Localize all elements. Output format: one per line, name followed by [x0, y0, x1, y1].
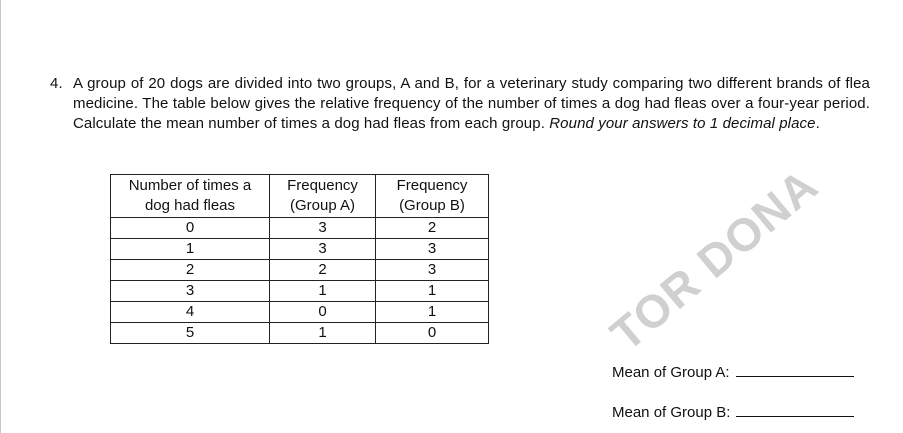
cell-group-b: 1	[376, 281, 489, 302]
table-row	[111, 281, 489, 302]
question-number: 4.	[50, 75, 63, 92]
cell-fleas: 0	[111, 218, 270, 239]
table-header-row	[111, 175, 489, 218]
cell-group-b: 2	[376, 218, 489, 239]
header-fleas	[111, 175, 270, 218]
header-group-a-line1: Frequency	[287, 177, 358, 194]
cell-group-a: 3	[270, 239, 376, 260]
header-group-a	[270, 175, 376, 218]
answer-group-a-blank[interactable]	[736, 362, 854, 377]
cell-fleas: 4	[111, 302, 270, 323]
cell-group-a: 1	[270, 281, 376, 302]
header-fleas-line2: dog had fleas	[144, 197, 236, 214]
question-text	[73, 74, 870, 134]
cell-group-a: 0	[270, 302, 376, 323]
table-row	[111, 323, 489, 344]
header-group-b-line2: (Group B)	[399, 197, 465, 214]
answer-group-b-blank[interactable]	[736, 402, 854, 417]
table-row	[111, 260, 489, 281]
table-row	[111, 218, 489, 239]
cell-fleas: 2	[111, 260, 270, 281]
answer-group-a-label: Mean of Group A:	[612, 364, 730, 381]
page-left-border	[0, 0, 1, 433]
table-row	[111, 239, 489, 260]
question-4	[50, 74, 870, 134]
cell-fleas: 3	[111, 281, 270, 302]
watermark: TOR DONA	[600, 158, 828, 361]
cell-group-b: 3	[376, 260, 489, 281]
cell-group-b: 1	[376, 302, 489, 323]
cell-group-b: 3	[376, 239, 489, 260]
header-fleas-line1: Number of times a	[128, 177, 252, 194]
cell-group-a: 3	[270, 218, 376, 239]
cell-fleas: 1	[111, 239, 270, 260]
header-group-b	[376, 175, 489, 218]
answer-group-b-label: Mean of Group B:	[612, 404, 731, 421]
question-end: .	[815, 115, 820, 132]
answer-group-b	[612, 402, 854, 423]
cell-group-a: 2	[270, 260, 376, 281]
cell-group-a: 1	[270, 323, 376, 344]
header-group-b-line1: Frequency	[396, 177, 468, 194]
answer-group-a	[612, 362, 854, 383]
table-row	[111, 302, 489, 323]
question-instruction: Round your answers to 1 decimal place	[549, 115, 816, 132]
cell-fleas: 5	[111, 323, 270, 344]
header-group-a-line2: (Group A)	[289, 197, 356, 214]
frequency-table	[110, 174, 489, 344]
question-body: A group of 20 dogs are divided into two groups, A and B, for a veterinary study comparing two different brands of flea medicine. The table below gives the relative frequency of the number of times a dog had fleas over a four-year period. Calculate the mean number of times a dog had fleas from each group.	[73, 75, 870, 132]
cell-group-b: 0	[376, 323, 489, 344]
